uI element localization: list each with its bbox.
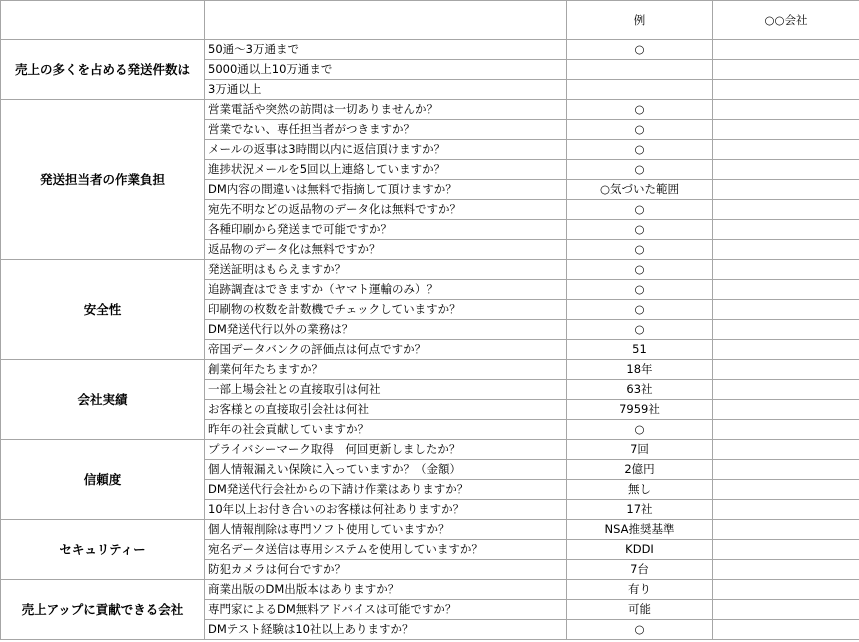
example-answer-cell[interactable]: 無し <box>567 480 713 500</box>
company-answer-cell[interactable] <box>713 260 859 280</box>
company-answer-cell[interactable] <box>713 460 859 480</box>
question-cell[interactable]: 営業電話や突然の訪問は一切ありませんか？ <box>205 100 567 120</box>
example-answer-cell[interactable]: 51 <box>567 340 713 360</box>
company-answer-cell[interactable] <box>713 480 859 500</box>
example-answer-cell[interactable]: ○ <box>567 220 713 240</box>
header-question-cell[interactable] <box>205 1 567 40</box>
example-answer-cell[interactable]: 7台 <box>567 560 713 580</box>
company-answer-cell[interactable] <box>713 620 859 640</box>
question-cell[interactable]: 追跡調査はできますか（ヤマト運輸のみ）？ <box>205 280 567 300</box>
question-cell[interactable]: DM内容の間違いは無料で指摘して頂けますか？ <box>205 180 567 200</box>
company-answer-cell[interactable] <box>713 600 859 620</box>
category-cell[interactable]: 売上の多くを占める発送件数は <box>1 40 205 100</box>
example-answer-cell[interactable]: ○ <box>567 420 713 440</box>
example-answer-cell[interactable]: 有り <box>567 580 713 600</box>
question-cell[interactable]: DMテスト経験は10社以上ありますか？ <box>205 620 567 640</box>
example-answer-cell[interactable]: 63社 <box>567 380 713 400</box>
question-cell[interactable]: 進捗状況メールを5回以上連絡していますか？ <box>205 160 567 180</box>
question-cell[interactable]: 営業でない、専任担当者がつきますか？ <box>205 120 567 140</box>
example-answer-cell[interactable]: ○ <box>567 320 713 340</box>
question-cell[interactable]: プライバシーマーク取得 何回更新しましたか？ <box>205 440 567 460</box>
example-answer-cell[interactable]: 17社 <box>567 500 713 520</box>
company-answer-cell[interactable] <box>713 540 859 560</box>
category-cell[interactable]: 安全性 <box>1 260 205 360</box>
company-answer-cell[interactable] <box>713 560 859 580</box>
company-answer-cell[interactable] <box>713 80 859 100</box>
question-cell[interactable]: 10年以上お付き合いのお客様は何社ありますか？ <box>205 500 567 520</box>
question-cell[interactable]: 個人情報削除は専門ソフト使用していますか？ <box>205 520 567 540</box>
company-answer-cell[interactable] <box>713 140 859 160</box>
question-cell[interactable]: 帝国データバンクの評価点は何点ですか？ <box>205 340 567 360</box>
company-answer-cell[interactable] <box>713 380 859 400</box>
question-cell[interactable]: 返品物のデータ化は無料ですか？ <box>205 240 567 260</box>
example-answer-cell[interactable] <box>567 80 713 100</box>
question-cell[interactable]: 宛名データ送信は専用システムを使用していますか？ <box>205 540 567 560</box>
question-cell[interactable]: 専門家によるDM無料アドバイスは可能ですか？ <box>205 600 567 620</box>
example-answer-cell[interactable]: ○気づいた範囲 <box>567 180 713 200</box>
question-cell[interactable]: 昨年の社会貢献していますか？ <box>205 420 567 440</box>
example-answer-cell[interactable]: ○ <box>567 280 713 300</box>
company-answer-cell[interactable] <box>713 240 859 260</box>
company-answer-cell[interactable] <box>713 500 859 520</box>
example-answer-cell[interactable]: KDDI <box>567 540 713 560</box>
company-answer-cell[interactable] <box>713 40 859 60</box>
question-cell[interactable]: 発送証明はもらえますか？ <box>205 260 567 280</box>
table-body <box>1 1 859 640</box>
question-cell[interactable]: メールの返事は3時間以内に返信頂けますか？ <box>205 140 567 160</box>
question-cell[interactable]: 一部上場会社との直接取引は何社 <box>205 380 567 400</box>
example-answer-cell[interactable]: ○ <box>567 240 713 260</box>
table-row <box>1 260 859 280</box>
company-answer-cell[interactable] <box>713 400 859 420</box>
category-cell[interactable]: セキュリティー <box>1 520 205 580</box>
company-answer-cell[interactable] <box>713 280 859 300</box>
example-answer-cell[interactable]: ○ <box>567 160 713 180</box>
company-answer-cell[interactable] <box>713 200 859 220</box>
company-answer-cell[interactable] <box>713 420 859 440</box>
company-answer-cell[interactable] <box>713 360 859 380</box>
question-cell[interactable]: 各種印刷から発送まで可能ですか？ <box>205 220 567 240</box>
table-row <box>1 520 859 540</box>
example-answer-cell[interactable]: ○ <box>567 40 713 60</box>
question-cell[interactable]: DM発送代行以外の業務は？ <box>205 320 567 340</box>
company-answer-cell[interactable] <box>713 180 859 200</box>
header-example-cell[interactable]: 例 <box>567 1 713 40</box>
example-answer-cell[interactable]: ○ <box>567 620 713 640</box>
example-answer-cell[interactable]: 7959社 <box>567 400 713 420</box>
header-row <box>1 1 859 40</box>
example-answer-cell[interactable]: ○ <box>567 140 713 160</box>
question-cell[interactable]: 商業出版のDM出版本はありますか？ <box>205 580 567 600</box>
company-answer-cell[interactable] <box>713 440 859 460</box>
table-row <box>1 360 859 380</box>
table-row <box>1 440 859 460</box>
header-corner-cell[interactable] <box>1 1 205 40</box>
category-cell[interactable]: 売上アップに貢献できる会社 <box>1 580 205 640</box>
question-cell[interactable]: 個人情報漏えい保険に入っていますか？（金額） <box>205 460 567 480</box>
question-cell[interactable]: DM発送代行会社からの下請け作業はありますか？ <box>205 480 567 500</box>
question-cell[interactable]: 創業何年たちますか？ <box>205 360 567 380</box>
table-row <box>1 40 859 60</box>
company-answer-cell[interactable] <box>713 340 859 360</box>
table-row <box>1 100 859 120</box>
example-answer-cell[interactable]: ○ <box>567 200 713 220</box>
company-answer-cell[interactable] <box>713 320 859 340</box>
category-cell[interactable]: 発送担当者の作業負担 <box>1 100 205 260</box>
company-answer-cell[interactable] <box>713 580 859 600</box>
company-answer-cell[interactable] <box>713 520 859 540</box>
example-answer-cell[interactable]: ○ <box>567 120 713 140</box>
table-row <box>1 580 859 600</box>
example-answer-cell[interactable]: 2億円 <box>567 460 713 480</box>
example-answer-cell[interactable]: 7回 <box>567 440 713 460</box>
header-company-cell[interactable]: ○○会社 <box>713 1 859 40</box>
company-answer-cell[interactable] <box>713 120 859 140</box>
question-cell[interactable]: 宛先不明などの返品物のデータ化は無料ですか？ <box>205 200 567 220</box>
category-cell[interactable]: 信頼度 <box>1 440 205 520</box>
question-cell[interactable]: 印刷物の枚数を計数機でチェックしていますか？ <box>205 300 567 320</box>
company-answer-cell[interactable] <box>713 100 859 120</box>
category-cell[interactable]: 会社実績 <box>1 360 205 440</box>
example-answer-cell[interactable]: NSA推奨基準 <box>567 520 713 540</box>
example-answer-cell[interactable]: 可能 <box>567 600 713 620</box>
company-answer-cell[interactable] <box>713 220 859 240</box>
example-answer-cell[interactable]: ○ <box>567 100 713 120</box>
question-cell[interactable]: 5000通以上10万通まで <box>205 60 567 80</box>
question-cell[interactable]: お客様との直接取引会社は何社 <box>205 400 567 420</box>
company-answer-cell[interactable] <box>713 160 859 180</box>
question-cell[interactable]: 50通～3万通まで <box>205 40 567 60</box>
example-answer-cell[interactable] <box>567 60 713 80</box>
question-cell[interactable]: 3万通以上 <box>205 80 567 100</box>
example-answer-cell[interactable]: ○ <box>567 260 713 280</box>
example-answer-cell[interactable]: 18年 <box>567 360 713 380</box>
question-cell[interactable]: 防犯カメラは何台ですか？ <box>205 560 567 580</box>
example-answer-cell[interactable]: ○ <box>567 300 713 320</box>
company-answer-cell[interactable] <box>713 300 859 320</box>
company-answer-cell[interactable] <box>713 60 859 80</box>
